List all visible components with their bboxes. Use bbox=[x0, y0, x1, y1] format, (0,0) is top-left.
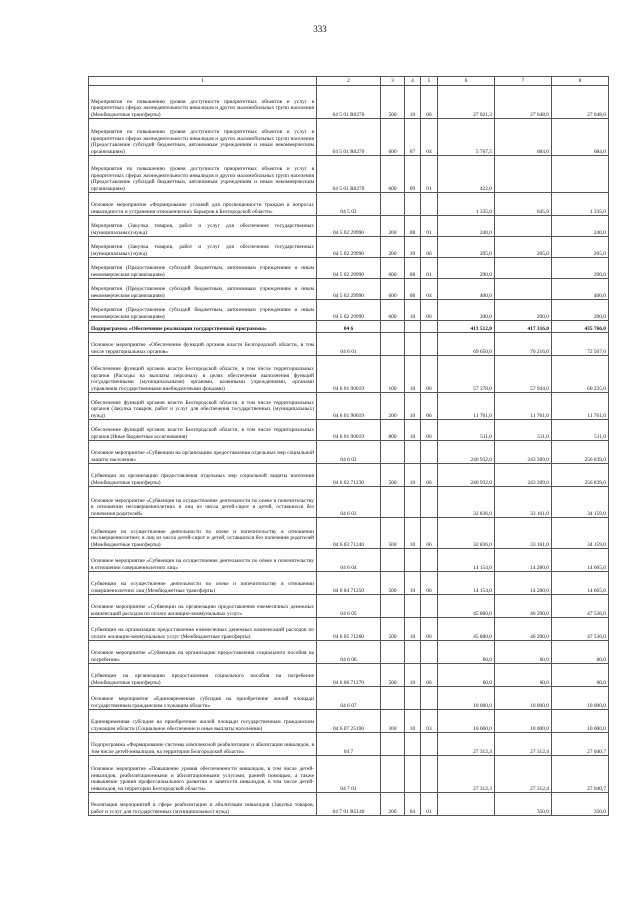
row-rz-cell bbox=[405, 193, 421, 216]
row-amount-2-cell: 27 312,4 bbox=[495, 733, 552, 756]
row-code-cell: 04 7 01 bbox=[317, 756, 381, 793]
row-amount-1-cell: 14 154,0 bbox=[438, 572, 495, 595]
row-pr-cell bbox=[421, 641, 438, 664]
row-rz-cell: 09 bbox=[405, 156, 421, 193]
row-amount-1-cell: 14 154,0 bbox=[438, 549, 495, 572]
row-amount-3-cell: 400,0 bbox=[552, 279, 609, 300]
row-vr-cell bbox=[381, 487, 405, 518]
row-amount-1-cell: 60,0 bbox=[438, 641, 495, 664]
row-vr-cell: 600 bbox=[381, 279, 405, 300]
row-pr-cell: 06 bbox=[421, 393, 438, 420]
row-name-cell: Основное мероприятие «Повышение уровня обеспеченности инвалидов, в том числе детей-инвалидов, реабилитационными и абилитационными услугами, ранней помощью, а также повышение уровня профессионального развития и занятости инвалидов, в том числе детей-инвалидов, на территории Белгородской области» bbox=[89, 756, 317, 793]
row-code-cell: 04 5 02 29990 bbox=[317, 258, 381, 279]
header-row bbox=[89, 77, 609, 86]
row-code-cell: 04 6 03 bbox=[317, 487, 381, 518]
row-amount-1-cell: 60,0 bbox=[438, 664, 495, 687]
row-amount-3-cell: 47 536,0 bbox=[552, 618, 609, 641]
row-name-cell: Мероприятия (Закупка товаров, работ и услуг для обеспечения государственных (муниципальных) нужд) bbox=[89, 237, 317, 258]
row-amount-3-cell: 60 235,0 bbox=[552, 356, 609, 393]
row-rz-cell: 10 bbox=[405, 464, 421, 487]
row-code-cell: 04 6 07 25100 bbox=[317, 710, 381, 733]
row-vr-cell bbox=[381, 595, 405, 618]
row-pr-cell: 06 bbox=[421, 464, 438, 487]
row-vr-cell: 600 bbox=[381, 258, 405, 279]
row-name-cell: Мероприятия по повышению уровня доступности приоритетных объектов и услуг в приоритетных сферах жизнедеятельности инвалидов и других маломобильных групп населения (Предоставление субсидий бюджетным, автономным учреждениям и иным некоммерческим организациям) bbox=[89, 156, 317, 193]
row-pr-cell: 06 bbox=[421, 356, 438, 393]
row-rz-cell: 07 bbox=[405, 119, 421, 156]
row-amount-1-cell: 511,0 bbox=[438, 420, 495, 441]
row-pr-cell: 06 bbox=[421, 86, 438, 119]
table-row bbox=[89, 321, 609, 333]
row-vr-cell bbox=[381, 641, 405, 664]
row-name-cell: Мероприятия (Предоставление субсидий бюджетным, автономным учреждениям и иным некоммерческим организациям) bbox=[89, 279, 317, 300]
row-pr-cell bbox=[421, 756, 438, 793]
row-amount-3-cell: 511,0 bbox=[552, 420, 609, 441]
row-amount-2-cell: 200,0 bbox=[495, 300, 552, 321]
row-name-cell: Мероприятия (Предоставление субсидий бюджетным, автономным учреждениям и иным некоммерческим организациям) bbox=[89, 300, 317, 321]
row-rz-cell: 10 bbox=[405, 664, 421, 687]
table-row bbox=[89, 193, 609, 216]
row-name-cell: Мероприятия по повышению уровня доступности приоритетных объектов и услуг в приоритетных сферах жизнедеятельности инвалидов и других маломобильных групп населения (Межбюджетные трансферты) bbox=[89, 86, 317, 119]
row-code-cell: 04 6 02 bbox=[317, 441, 381, 464]
row-rz-cell: 08 bbox=[405, 258, 421, 279]
row-rz-cell: 10 bbox=[405, 237, 421, 258]
row-rz-cell bbox=[405, 687, 421, 710]
table-row bbox=[89, 756, 609, 793]
table-row bbox=[89, 156, 609, 193]
row-amount-3-cell: 200,0 bbox=[552, 300, 609, 321]
row-rz-cell: 10 bbox=[405, 300, 421, 321]
row-name-cell: Субвенции на организацию предоставления социального пособия на погребение (Межбюджетные трансферты) bbox=[89, 664, 317, 687]
row-name-cell: Мероприятия по повышению уровня доступности приоритетных объектов и услуг в приоритетных сферах жизнедеятельности инвалидов и других маломобильных групп населения (Предоставление субсидий бюджетным, автономным учреждениям и иным некоммерческим организациям) bbox=[89, 119, 317, 156]
row-code-cell: 04 6 04 71250 bbox=[317, 572, 381, 595]
row-vr-cell: 200 bbox=[381, 393, 405, 420]
row-vr-cell: 500 bbox=[381, 464, 405, 487]
row-amount-1-cell: 5 767,5 bbox=[438, 119, 495, 156]
row-name-cell: Основное мероприятие «Субвенции на организацию предоставления социального пособия на погребение» bbox=[89, 641, 317, 664]
row-name-cell: Единовременная субсидия на приобретение жилой площади государственным гражданским служащим области (Социальное обеспечение и иные выплаты населению) bbox=[89, 710, 317, 733]
row-amount-2-cell: 33 161,0 bbox=[495, 487, 552, 518]
row-code-cell: 04 5 02 29990 bbox=[317, 300, 381, 321]
row-pr-cell: 06 bbox=[421, 518, 438, 549]
row-code-cell: 04 6 05 71260 bbox=[317, 618, 381, 641]
row-rz-cell: 08 bbox=[405, 279, 421, 300]
row-code-cell: 04 7 01 R5140 bbox=[317, 793, 381, 816]
row-amount-2-cell: 27 648,0 bbox=[495, 86, 552, 119]
table-row bbox=[89, 793, 609, 816]
row-pr-cell: 03 bbox=[421, 710, 438, 733]
row-amount-1-cell: 10 000,0 bbox=[438, 710, 495, 733]
row-vr-cell bbox=[381, 687, 405, 710]
row-amount-3-cell: 290,0 bbox=[552, 258, 609, 279]
row-code-cell: 04 6 bbox=[317, 321, 381, 333]
budget-table bbox=[88, 76, 609, 816]
row-amount-3-cell: 240,0 bbox=[552, 216, 609, 237]
row-amount-3-cell: 1 335,0 bbox=[552, 193, 609, 216]
row-vr-cell: 500 bbox=[381, 664, 405, 687]
row-name-cell: Субвенции на организацию предоставления отдельных мер социальной защиты населения (Межбюджетные трансферты) bbox=[89, 464, 317, 487]
row-vr-cell: 200 bbox=[381, 793, 405, 816]
row-code-cell: 04 5 01 R0270 bbox=[317, 156, 381, 193]
row-pr-cell bbox=[421, 487, 438, 518]
row-rz-cell: 10 bbox=[405, 86, 421, 119]
row-amount-2-cell: 417 316,0 bbox=[495, 321, 552, 333]
row-amount-3-cell: 256 839,0 bbox=[552, 464, 609, 487]
row-code-cell: 04 5 01 R0270 bbox=[317, 119, 381, 156]
row-pr-cell: 04 bbox=[421, 119, 438, 156]
row-vr-cell: 300 bbox=[381, 710, 405, 733]
row-amount-1-cell: 1 335,0 bbox=[438, 193, 495, 216]
row-pr-cell: 01 bbox=[421, 216, 438, 237]
row-amount-3-cell: 11 761,0 bbox=[552, 393, 609, 420]
header-cell: 6 bbox=[438, 77, 495, 86]
row-rz-cell bbox=[405, 549, 421, 572]
table-row bbox=[89, 333, 609, 356]
row-amount-3-cell: 10 000,0 bbox=[552, 710, 609, 733]
row-name-cell: Основное мероприятие «Субвенции на осуществление деятельности по опеке и попечительству в отношении несовершеннолетних и лиц из числа детей-сирот и детей, оставшихся без попечения родителей» bbox=[89, 487, 317, 518]
row-rz-cell bbox=[405, 333, 421, 356]
row-pr-cell: 01 bbox=[421, 258, 438, 279]
row-vr-cell bbox=[381, 321, 405, 333]
row-amount-1-cell: 400,0 bbox=[438, 279, 495, 300]
row-name-cell: Подпрограмма «Формирование системы комплексной реабилитации и абилитации инвалидов, в том числе детей-инвалидов, на территории Белгородской области» bbox=[89, 733, 317, 756]
row-name-cell: Обеспечение функций органов власти Белгородской области, в том числе территориальных органов (Иные бюджетные ассигнования) bbox=[89, 420, 317, 441]
header-cell: 2 bbox=[317, 77, 381, 86]
row-name-cell: Основное мероприятие «Субвенции на осуществление деятельности по опеке и попечительству в отношении совершеннолетних лиц» bbox=[89, 549, 317, 572]
table-row bbox=[89, 356, 609, 393]
row-amount-2-cell: 60,0 bbox=[495, 641, 552, 664]
row-amount-1-cell: 27 312,3 bbox=[438, 733, 495, 756]
table-row bbox=[89, 237, 609, 258]
row-vr-cell bbox=[381, 733, 405, 756]
row-rz-cell: 08 bbox=[405, 216, 421, 237]
table-row bbox=[89, 216, 609, 237]
row-code-cell: 04 6 07 bbox=[317, 687, 381, 710]
row-pr-cell bbox=[421, 687, 438, 710]
row-rz-cell: 10 bbox=[405, 518, 421, 549]
row-amount-3-cell: 10 000,0 bbox=[552, 687, 609, 710]
row-name-cell: Основное мероприятие «Субвенции на организацию предоставления ежемесячных денежных компенсаций расходов по оплате жилищно-коммунальных услуг» bbox=[89, 595, 317, 618]
row-code-cell: 04 7 bbox=[317, 733, 381, 756]
row-amount-2-cell: 60,0 bbox=[495, 664, 552, 687]
row-pr-cell bbox=[421, 321, 438, 333]
row-amount-1-cell: 422,0 bbox=[438, 156, 495, 193]
row-amount-3-cell: 684,0 bbox=[552, 119, 609, 156]
table-row bbox=[89, 300, 609, 321]
row-amount-3-cell: 27 040,7 bbox=[552, 733, 609, 756]
row-code-cell: 04 6 05 bbox=[317, 595, 381, 618]
row-amount-2-cell bbox=[495, 279, 552, 300]
header-cell: 1 bbox=[89, 77, 317, 86]
row-rz-cell: 04 bbox=[405, 793, 421, 816]
row-amount-3-cell: 27 648,0 bbox=[552, 86, 609, 119]
row-vr-cell: 200 bbox=[381, 237, 405, 258]
row-amount-1-cell: 413 512,0 bbox=[438, 321, 495, 333]
row-code-cell: 04 6 01 90019 bbox=[317, 356, 381, 393]
row-name-cell: Мероприятия (Предоставление субсидий бюджетным, автономным учреждениям и иным некоммерческим организациям) bbox=[89, 258, 317, 279]
row-amount-3-cell: 72 507,0 bbox=[552, 333, 609, 356]
row-code-cell: 04 6 01 90019 bbox=[317, 393, 381, 420]
row-vr-cell: 200 bbox=[381, 216, 405, 237]
header-cell: 7 bbox=[495, 77, 552, 86]
row-pr-cell: 04 bbox=[421, 279, 438, 300]
row-name-cell: Основное мероприятие «Субвенции на организацию предоставления отдельных мер социальной защиты населения» bbox=[89, 441, 317, 464]
row-rz-cell: 10 bbox=[405, 710, 421, 733]
row-amount-2-cell: 684,0 bbox=[495, 119, 552, 156]
table-row bbox=[89, 710, 609, 733]
row-amount-2-cell: 70 216,0 bbox=[495, 333, 552, 356]
row-amount-1-cell: 240 932,0 bbox=[438, 441, 495, 464]
row-amount-2-cell: 10 000,0 bbox=[495, 710, 552, 733]
row-pr-cell: 01 bbox=[421, 156, 438, 193]
row-name-cell: Реализация мероприятий в сфере реабилитации и абилитации инвалидов (Закупка товаров, работ и услуг для государственных (муниципальных) нужд) bbox=[89, 793, 317, 816]
row-amount-1-cell: 45 880,0 bbox=[438, 595, 495, 618]
row-vr-cell bbox=[381, 193, 405, 216]
table-row bbox=[89, 420, 609, 441]
row-amount-2-cell: 645,0 bbox=[495, 193, 552, 216]
row-amount-3-cell: 34 159,0 bbox=[552, 518, 609, 549]
row-amount-2-cell: 57 944,0 bbox=[495, 356, 552, 393]
row-code-cell: 04 6 06 71270 bbox=[317, 664, 381, 687]
row-name-cell: Подпрограмма «Обеспечение реализации государственной программы» bbox=[89, 321, 317, 333]
row-amount-3-cell: 60,0 bbox=[552, 641, 609, 664]
row-amount-2-cell bbox=[495, 156, 552, 193]
row-pr-cell: 01 bbox=[421, 793, 438, 816]
row-amount-1-cell: 32 836,0 bbox=[438, 518, 495, 549]
row-vr-cell bbox=[381, 441, 405, 464]
row-code-cell: 04 5 02 29990 bbox=[317, 237, 381, 258]
table-row bbox=[89, 279, 609, 300]
row-amount-2-cell: 33 161,0 bbox=[495, 518, 552, 549]
row-pr-cell bbox=[421, 733, 438, 756]
row-amount-2-cell bbox=[495, 258, 552, 279]
row-amount-1-cell: 240 932,0 bbox=[438, 464, 495, 487]
row-rz-cell: 10 bbox=[405, 618, 421, 641]
row-vr-cell: 500 bbox=[381, 518, 405, 549]
row-rz-cell bbox=[405, 641, 421, 664]
row-pr-cell bbox=[421, 193, 438, 216]
row-amount-2-cell: 10 000,0 bbox=[495, 687, 552, 710]
row-code-cell: 04 6 04 bbox=[317, 549, 381, 572]
row-amount-2-cell: 243 309,0 bbox=[495, 464, 552, 487]
row-amount-1-cell: 290,0 bbox=[438, 258, 495, 279]
row-rz-cell bbox=[405, 441, 421, 464]
table-row bbox=[89, 86, 609, 119]
row-code-cell: 04 5 02 29990 bbox=[317, 279, 381, 300]
row-amount-3-cell: 205,0 bbox=[552, 237, 609, 258]
table-row bbox=[89, 664, 609, 687]
row-rz-cell bbox=[405, 733, 421, 756]
row-amount-2-cell: 511,0 bbox=[495, 420, 552, 441]
table-row bbox=[89, 687, 609, 710]
row-amount-3-cell: 60,0 bbox=[552, 664, 609, 687]
row-rz-cell bbox=[405, 487, 421, 518]
row-amount-3-cell: 27 040,7 bbox=[552, 756, 609, 793]
row-amount-2-cell: 11 761,0 bbox=[495, 393, 552, 420]
row-amount-1-cell: 205,0 bbox=[438, 237, 495, 258]
row-vr-cell: 600 bbox=[381, 156, 405, 193]
row-rz-cell: 10 bbox=[405, 356, 421, 393]
row-name-cell: Основное мероприятие «Обеспечение функций органов власти Белгородской области, в том числе территориальных органов» bbox=[89, 333, 317, 356]
row-code-cell: 04 5 02 29990 bbox=[317, 216, 381, 237]
row-amount-2-cell: 46 290,0 bbox=[495, 595, 552, 618]
row-pr-cell bbox=[421, 333, 438, 356]
row-amount-3-cell: 47 536,0 bbox=[552, 595, 609, 618]
row-pr-cell: 06 bbox=[421, 664, 438, 687]
header-cell: 5 bbox=[421, 77, 438, 86]
row-code-cell: 04 6 01 90019 bbox=[317, 420, 381, 441]
table-row bbox=[89, 464, 609, 487]
row-pr-cell: 06 bbox=[421, 572, 438, 595]
row-code-cell: 04 6 01 bbox=[317, 333, 381, 356]
row-amount-1-cell: 10 000,0 bbox=[438, 687, 495, 710]
row-vr-cell bbox=[381, 333, 405, 356]
row-amount-2-cell: 14 280,0 bbox=[495, 572, 552, 595]
row-name-cell: Субвенции на организацию предоставления ежемесячных денежных компенсаций расходов по оплате жилищно-коммунальных услуг (Межбюджетные трансферты) bbox=[89, 618, 317, 641]
row-pr-cell: 06 bbox=[421, 300, 438, 321]
row-rz-cell: 10 bbox=[405, 572, 421, 595]
row-vr-cell bbox=[381, 756, 405, 793]
row-amount-3-cell: 34 159,0 bbox=[552, 487, 609, 518]
row-amount-2-cell: 27 312,4 bbox=[495, 756, 552, 793]
row-vr-cell: 600 bbox=[381, 119, 405, 156]
row-vr-cell: 800 bbox=[381, 420, 405, 441]
table-row bbox=[89, 733, 609, 756]
row-pr-cell: 06 bbox=[421, 618, 438, 641]
row-pr-cell bbox=[421, 595, 438, 618]
row-amount-3-cell bbox=[552, 156, 609, 193]
table-row bbox=[89, 441, 609, 464]
table-row bbox=[89, 393, 609, 420]
header-cell: 4 bbox=[405, 77, 421, 86]
page-number: 333 bbox=[313, 24, 327, 34]
table-row bbox=[89, 618, 609, 641]
row-vr-cell: 500 bbox=[381, 618, 405, 641]
row-name-cell: Основное мероприятие «Единовременная субсидия на приобретение жилой площади государственным гражданским служащим области» bbox=[89, 687, 317, 710]
row-amount-1-cell: 45 880,0 bbox=[438, 618, 495, 641]
row-name-cell: Мероприятия (Закупка товаров, работ и услуг для обеспечения государственных (муниципальных) нужд) bbox=[89, 216, 317, 237]
row-amount-2-cell: 46 290,0 bbox=[495, 618, 552, 641]
table-row bbox=[89, 258, 609, 279]
table-row bbox=[89, 119, 609, 156]
row-amount-1-cell: 69 650,0 bbox=[438, 333, 495, 356]
row-code-cell: 04 6 06 bbox=[317, 641, 381, 664]
row-rz-cell: 10 bbox=[405, 420, 421, 441]
row-vr-cell bbox=[381, 549, 405, 572]
row-amount-2-cell: 14 280,0 bbox=[495, 549, 552, 572]
row-vr-cell: 500 bbox=[381, 86, 405, 119]
row-amount-1-cell: 27 021,3 bbox=[438, 86, 495, 119]
row-rz-cell bbox=[405, 595, 421, 618]
row-vr-cell: 600 bbox=[381, 300, 405, 321]
row-pr-cell: 06 bbox=[421, 237, 438, 258]
row-amount-2-cell: 243 309,0 bbox=[495, 441, 552, 464]
table-row bbox=[89, 549, 609, 572]
row-name-cell: Обеспечение функций органов власти Белгородской области, в том числе территориальных органов (Расходы на выплаты персоналу в целях обеспечения выполнения функций государственными (муниципальными) органами, казенными учреждениями, органами управления государственными внебюджетными фондами) bbox=[89, 356, 317, 393]
row-amount-3-cell: 256 839,0 bbox=[552, 441, 609, 464]
row-code-cell: 04 5 01 R0270 bbox=[317, 86, 381, 119]
row-vr-cell: 500 bbox=[381, 572, 405, 595]
table-row bbox=[89, 595, 609, 618]
row-pr-cell: 06 bbox=[421, 420, 438, 441]
row-pr-cell bbox=[421, 549, 438, 572]
row-rz-cell bbox=[405, 321, 421, 333]
row-amount-2-cell: 350,0 bbox=[495, 793, 552, 816]
table-row bbox=[89, 487, 609, 518]
row-name-cell: Основное мероприятие «Формирование условий для просвещенности граждан в вопросах инвалидности и устранения отношенческих барьеров в Белгородской области» bbox=[89, 193, 317, 216]
row-amount-2-cell bbox=[495, 216, 552, 237]
row-amount-1-cell bbox=[438, 793, 495, 816]
header-cell: 3 bbox=[381, 77, 405, 86]
table-row bbox=[89, 518, 609, 549]
row-amount-3-cell: 14 665,0 bbox=[552, 549, 609, 572]
table-row bbox=[89, 572, 609, 595]
header-cell: 8 bbox=[552, 77, 609, 86]
row-amount-1-cell: 200,0 bbox=[438, 300, 495, 321]
row-rz-cell bbox=[405, 756, 421, 793]
row-vr-cell: 100 bbox=[381, 356, 405, 393]
row-code-cell: 04 6 03 71240 bbox=[317, 518, 381, 549]
row-amount-1-cell: 240,0 bbox=[438, 216, 495, 237]
row-name-cell: Субвенции на осуществление деятельности по опеке и попечительству в отношении совершеннолетних лиц (Межбюджетные трансферты) bbox=[89, 572, 317, 595]
row-amount-1-cell: 32 836,0 bbox=[438, 487, 495, 518]
row-amount-3-cell: 435 766,0 bbox=[552, 321, 609, 333]
row-rz-cell: 10 bbox=[405, 393, 421, 420]
row-name-cell: Субвенции на осуществление деятельности по опеке и попечительству в отношении несовершеннолетних и лиц из числа детей-сирот и детей, оставшихся без попечения родителей (Межбюджетные трансферты) bbox=[89, 518, 317, 549]
row-amount-1-cell: 11 761,0 bbox=[438, 393, 495, 420]
table-row bbox=[89, 641, 609, 664]
row-amount-1-cell: 57 378,0 bbox=[438, 356, 495, 393]
row-pr-cell bbox=[421, 441, 438, 464]
row-name-cell: Обеспечение функций органов власти Белгородской области, в том числе территориальных органов (Закупка товаров, работ и услуг для обеспечения государственных (муниципальных) нужд) bbox=[89, 393, 317, 420]
row-code-cell: 04 6 02 71230 bbox=[317, 464, 381, 487]
row-amount-3-cell: 350,0 bbox=[552, 793, 609, 816]
row-code-cell: 04 5 02 bbox=[317, 193, 381, 216]
row-amount-3-cell: 14 665,0 bbox=[552, 572, 609, 595]
row-amount-1-cell: 27 312,3 bbox=[438, 756, 495, 793]
row-amount-2-cell: 205,0 bbox=[495, 237, 552, 258]
